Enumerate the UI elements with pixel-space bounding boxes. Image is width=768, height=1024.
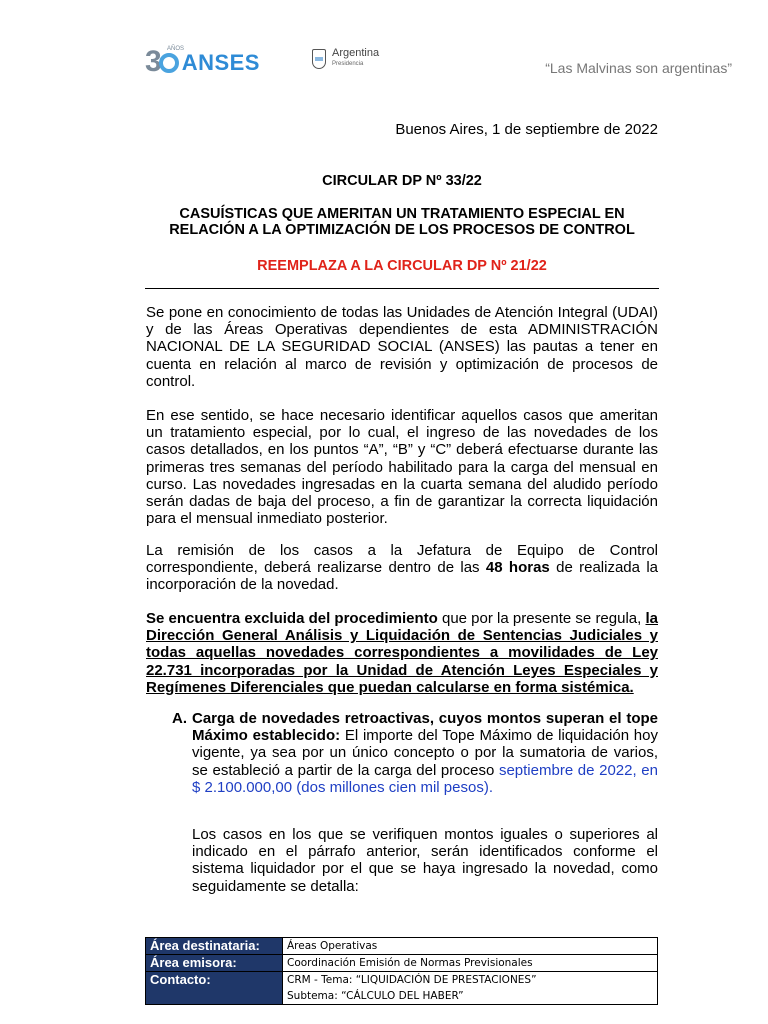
anniversary-30-mark: 3 <box>145 48 179 76</box>
circular-title: CIRCULAR DP Nº 33/22 <box>322 173 482 189</box>
page-header <box>0 40 768 90</box>
document-date: Buenos Aires, 1 de septiembre de 2022 <box>395 121 658 138</box>
paragraph-identification: Los casos en los que se verifiquen montos iguales o superiores al indicado en el párrafo anterior, serán identificados conforme el sistema liquidador por el que se haya ingresado la novedad, como seguidamente se detalla: <box>192 826 658 895</box>
argentina-presidencia-logo <box>312 48 379 70</box>
paragraph-intro: Se pone en conocimiento de todas las Unidades de Atención Integral (UDAI) y de las Áreas Operativas dependientes de esta ADMINISTRACIÓN NACIONAL DE LA SEGURIDAD SOCIAL (ANSES) las pautas a tener en cuenta en relación al marco de revisión y optimización de procesos de control. <box>146 304 658 390</box>
contacto-value: CRM - Tema: “LIQUIDACIÓN DE PRESTACIONES” Subtema: “CÁLCULO DEL HABER” <box>283 972 658 1005</box>
paragraph-remission: La remisión de los casos a la Jefatura de Equipo de Control correspondiente, deberá realizarse dentro de las 48 horas de realizada la incorporación de la novedad. <box>146 542 659 594</box>
list-item-a: A. Carga de novedades retroactivas, cuyos montos superan el tope Máximo establecido: El importe del Tope Máximo de liquidación hoy vigente, ya sea por un único concepto o por la sumatoria de varios, se estableció a partir de la carga del proceso septiembre de 2022, en $ 2.100.000,00 (dos millones cien mil pesos). <box>172 710 658 796</box>
contacto-label: Contacto: <box>146 972 283 1005</box>
replaces-notice: REEMPLAZA A LA CIRCULAR DP Nº 21/22 <box>257 258 547 274</box>
table-row <box>146 938 658 955</box>
paragraph-exclusion: Se encuentra excluida del procedimiento que por la presente se regula, la Dirección General Análisis y Liquidación de Sentencias Judiciales y todas aquellas novedades correspondientes a movilidades de Ley 22.731 incorporadas por la Unidad de Atención Leyes Especiales y Regímenes Diferenciales que puedan calcularse en forma sistémica. <box>146 610 658 696</box>
circular-subject: CASUÍSTICAS QUE AMERITAN UN TRATAMIENTO ESPECIAL EN RELACIÓN A LA OPTIMIZACIÓN DE LOS PROCESOS DE CONTROL <box>169 206 635 238</box>
area-dest-value: Áreas Operativas <box>283 938 658 955</box>
area-dest-label: Área destinataria: <box>146 938 283 955</box>
paragraph-special-treatment: En ese sentido, se hace necesario identificar aquellos casos que ameritan un tratamiento especial, por lo cual, el ingreso de las novedades de los casos detallados, en los puntos “A”, “B” y “C” deberá efectuarse durante las primeras tres semanas del período habilitado para la carga del mensual en curso. Las novedades ingresadas en la cuarta semana del aludido período serán dadas de baja del proceso, a fin de garantizar la correcta liquidación para el mensual inmediato posterior. <box>146 407 658 528</box>
info-table <box>145 937 658 1005</box>
area-emisora-label: Área emisora: <box>146 955 283 972</box>
shield-icon <box>312 49 326 69</box>
area-emisora-value: Coordinación Emisión de Normas Previsionales <box>283 955 658 972</box>
gov-subtitle: Presidencia <box>332 61 364 67</box>
gov-title: Argentina <box>332 47 380 59</box>
anses-logo: 3 AÑOS ANSES <box>145 45 260 78</box>
table-row <box>146 955 658 972</box>
anses-wordmark: ANSES <box>181 50 260 75</box>
table-row <box>146 972 658 1005</box>
slogan: “Las Malvinas son argentinas” <box>545 60 732 76</box>
list-marker: A. <box>172 710 187 727</box>
divider <box>145 288 659 289</box>
